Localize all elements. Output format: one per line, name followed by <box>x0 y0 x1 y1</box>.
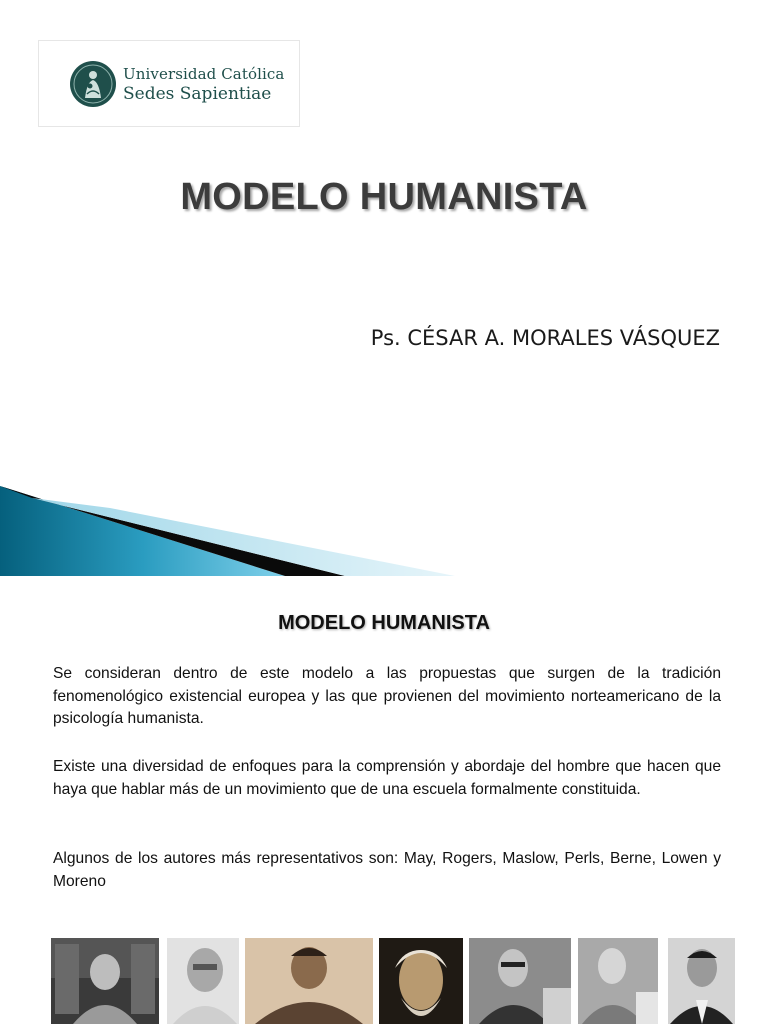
slide-title: MODELO HUMANISTA <box>180 176 588 218</box>
portrait-photo-icon <box>51 938 159 1024</box>
portrait-photo-icon <box>245 938 373 1024</box>
portrait-photo-icon <box>379 938 463 1024</box>
paragraph-2: Existe una diversidad de enfoques para la comprensión y abordaje del hombre que hacen que haya que hablar más de un movimiento que de una escuela formalmente constituida. <box>53 758 721 798</box>
author-name: Ps. CÉSAR A. MORALES VÁSQUEZ <box>370 326 720 350</box>
portrait-photo-icon <box>167 938 239 1024</box>
content-slide <box>0 576 768 1024</box>
slide-heading: MODELO HUMANISTA <box>278 612 490 634</box>
authors-photo-strip <box>0 938 768 1024</box>
author-portrait-5 <box>469 938 571 1024</box>
university-seal-icon <box>69 60 117 108</box>
author-portrait-7 <box>668 938 735 1024</box>
portrait-photo-icon <box>668 938 735 1024</box>
paragraph-3: Algunos de los autores más representativos son: May, Rogers, Maslow, Perls, Berne, Lowen y Moreno <box>53 850 721 890</box>
decorative-swoosh <box>0 480 768 576</box>
author-portrait-6 <box>578 938 658 1024</box>
logo-text-line1: Universidad Católica <box>123 65 285 83</box>
portrait-photo-icon <box>578 938 658 1024</box>
author-portrait-3 <box>245 938 373 1024</box>
logo-text-line2: Sedes Sapientiae <box>123 84 272 104</box>
author-portrait-2 <box>167 938 239 1024</box>
paragraph-1: Se consideran dentro de este modelo a las propuestas que surgen de la tradición fenomenológico existencial europea y las que provienen del movimiento norteamericano de la psicología humanista. <box>53 665 721 728</box>
author-portrait-1 <box>51 938 159 1024</box>
portrait-photo-icon <box>469 938 571 1024</box>
university-logo <box>38 40 300 127</box>
author-portrait-4 <box>379 938 463 1024</box>
